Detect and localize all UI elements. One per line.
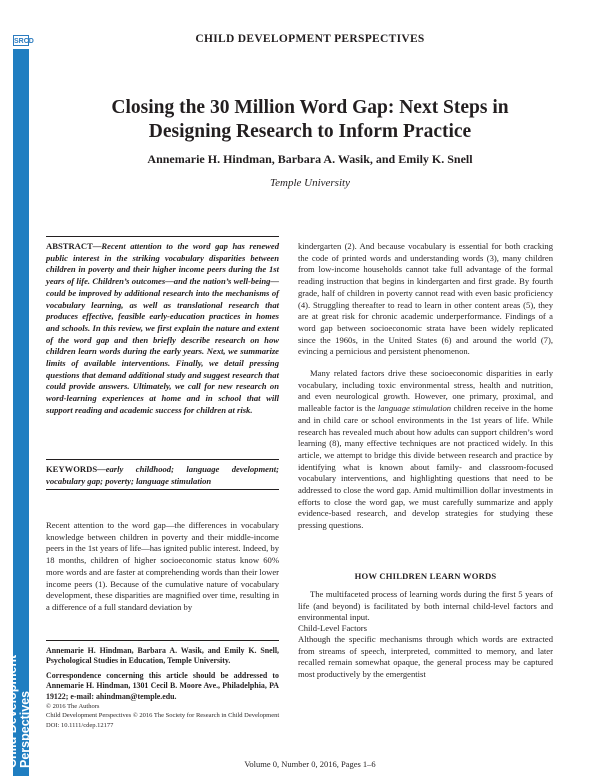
section-heading: HOW CHILDREN LEARN WORDS [354, 571, 497, 581]
copyright-block [46, 702, 286, 730]
journal-sidebar [0, 0, 34, 776]
col2-paragraph-2 [298, 368, 553, 532]
page-footer: Volume 0, Number 0, 2016, Pages 1–6 [244, 759, 376, 769]
keywords-text: early childhood; language development; vocabulary gap; poverty; language stimulation [46, 464, 279, 486]
keywords-bottom-rule [46, 489, 279, 490]
affiliation: Temple University [270, 177, 350, 189]
doi-line: DOI: 10.1111/cdep.12177 [46, 721, 114, 729]
subsection-heading: Child-Level Factors [298, 623, 367, 633]
abstract-text: Recent attention to the word gap has renewed public interest in the striking vocabulary disparities between children in poverty and their higher income peers during the 1st years of life. Children’s outcomes—and the nation’s well-being—could be improved by additional research into the mechanisms of vocabulary learning, as well as translational research that produces effective, feasible early-education practices in homes and schools. In this review, we first explain the nature and extent of the word gap and then briefly describe research on how children learn words during the early years. Next, we summarize limits of available interventions. Finally, we detail pressing questions that demand additional study and suggest research that could provide answers. Ultimately, we call for new research on word-learning experiences at home and in school that will support reading and academic success for children at risk. [46, 241, 279, 415]
correspondence-address: Correspondence concerning this article should be addressed to Annemarie H. Hindman, 1301 Cecil B. Moore Ave., Philadelphia, PA 19122; e-mail: ahindman@temple.edu. [46, 671, 279, 701]
col2-paragraph-4: Although the specific mechanisms through which words are extracted from streams of speech, interpreted, committed to memory, and later recalled remain somewhat opaque, the general process may be captured most productively by the emergentist [298, 634, 553, 680]
sidebar-journal-name [6, 608, 31, 768]
col2-paragraph-1: kindergarten (2). And because vocabulary is essential for both cracking the code of printed words and understanding words (3), many children from low-income households cannot take full advantage of the formal reading instruction that begins in kindergarten and first grade. By fourth grade, half of children in poverty cannot read with even basic proficiency (4). Struggling thereafter to read to learn in other content areas (5), they are at great risk for chronic academic underperformance. Findings of a word gap between socioeconomic strata have been widely replicated since the 1960s, in the United States (6) and around the world (7), evincing a pernicious and persistent phenomenon. [298, 241, 553, 357]
keywords-lead: KEYWORDS— [46, 464, 106, 474]
keywords [46, 464, 279, 487]
srcd-logo-icon: SRCD [13, 35, 29, 46]
intro-paragraph: Recent attention to the word gap—the differences in vocabulary knowledge between children in poverty and their middle-income peers in the 1st years of life—has ignited public interest. Indeed, by 18 months, children of higher socioeconomic status know 60% more words and are faster at comprehending words than their lower income peers (1). Because of the cumulative nature of vocabulary development, these disparities are magnified over time, resulting in a difference of a full standard deviation by [46, 520, 279, 612]
p2-text-before: Many related factors drive these socioeconomic disparities in early vocabulary, including toxic environmental stress, health and nutrition, and even neurological growth. However, one primary, proximal, and malleable factor is the [298, 368, 553, 414]
footnote-rule [46, 640, 279, 641]
col2-paragraph-3: The multifaceted process of learning words during the first 5 years of life (and beyond) is facilitated by both internal child-level factors and environmental input. [298, 589, 553, 623]
title-line-2: Designing Research to Inform Practice [148, 121, 472, 142]
article-title [60, 96, 560, 144]
p2-italic-term: language stimulation [377, 403, 452, 414]
authors-note: Annemarie H. Hindman, Barbara A. Wasik, and Emily K. Snell, Psychological Studies in Education, Temple University. [46, 646, 279, 666]
author-list: Annemarie H. Hindman, Barbara A. Wasik, and Emily K. Snell [147, 152, 473, 166]
abstract-lead: ABSTRACT— [46, 241, 102, 251]
sidebar-journal-line2: Perspectives [17, 690, 32, 768]
keywords-top-rule [46, 459, 279, 460]
abstract-top-rule [46, 236, 279, 237]
sidebar-journal-line1: Child Development [5, 654, 19, 768]
title-line-1: Closing the 30 Million Word Gap: Next Steps in [111, 97, 509, 118]
copyright-line: © 2016 The Authors [46, 703, 100, 710]
journal-copyright-line: Child Development Perspectives © 2016 The Society for Research in Child Development [46, 712, 280, 720]
p2-text-after: children receive in the home and in child care or school environments in the 1st years of life. While research has revealed much about how adults can support children’s word learning (8), many effective techniques are not practiced widely. In this article, we attempt to bridge this divide between research and practice by identifying what is known about family- and classroom-focused vocabulary interventions, and highlighting questions that need to be addressed to close the word gap. Amid multimillion dollar investments in efforts to close the word gap, we must carefully summarize and apply evidence-based research, and develop strategies for studying these pressing questions. [298, 403, 553, 531]
abstract [46, 241, 279, 417]
journal-header: CHILD DEVELOPMENT PERSPECTIVES [195, 33, 425, 45]
